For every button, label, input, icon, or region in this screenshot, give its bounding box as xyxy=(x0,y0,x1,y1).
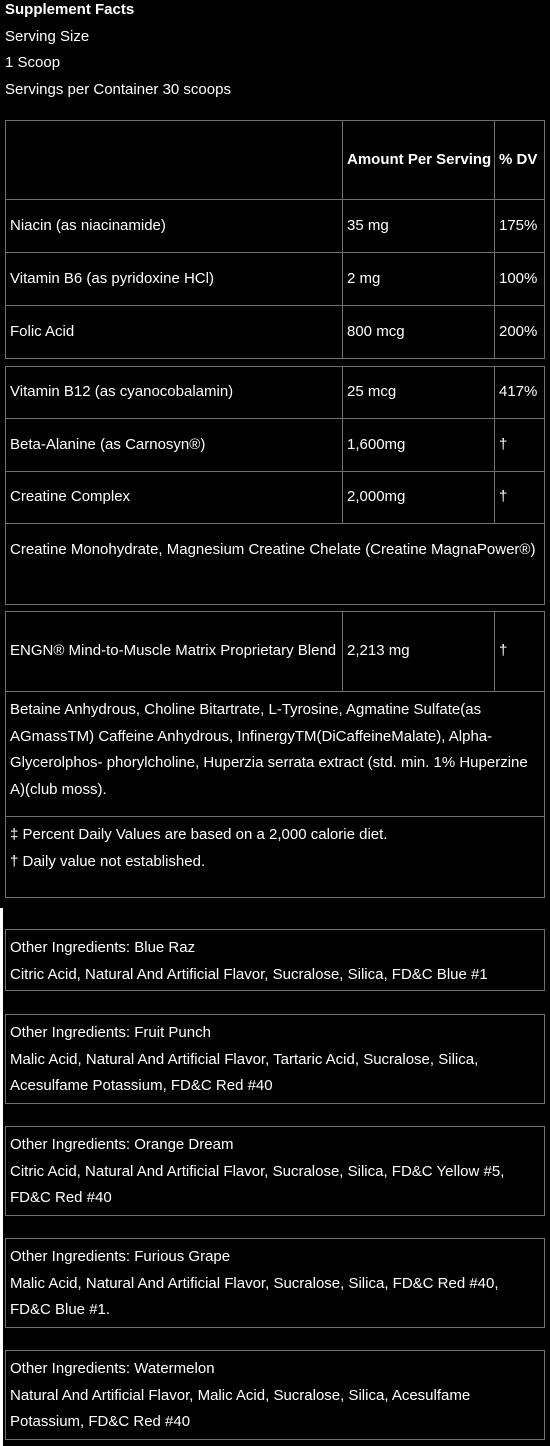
table-row xyxy=(6,306,544,358)
footnotes xyxy=(6,817,391,897)
left-edge-strip xyxy=(0,908,3,1446)
nutrient-amount: 35 mg xyxy=(343,200,495,252)
nutrient-amount: 2 mg xyxy=(343,253,495,305)
serving-size-value: 1 Scoop xyxy=(5,54,61,71)
footnote-not-established: † Daily value not established. xyxy=(10,852,206,870)
creatine-note: Creatine Monohydrate, Magnesium Creatine Chelate (Creatine MagnaPower®) xyxy=(10,541,536,558)
table-row xyxy=(6,472,544,524)
blend-dv: † xyxy=(499,642,508,660)
table-row xyxy=(6,200,544,253)
serving-size-label: Serving Size xyxy=(5,27,90,45)
servings-per-container: Servings per Container 30 scoops xyxy=(5,80,231,98)
nutrient-name: Vitamin B12 (as cyanocobalamin) xyxy=(6,367,343,418)
blend-amount: 2,213 mg xyxy=(343,612,495,691)
blend-name: ENGN® Mind-to-Muscle Matrix Proprietary Blend xyxy=(6,612,343,691)
other-ingredients-text: Natural And Artificial Flavor, Malic Acid, Sucralose, Silica, Acesulfame Potassium, FD&C Red #40 xyxy=(10,1386,471,1430)
nutrient-dv: 175% xyxy=(499,216,538,234)
supplement-facts-header xyxy=(5,0,545,103)
nutrient-amount: 800 mcg xyxy=(343,306,495,358)
nutrient-name: Creatine Complex xyxy=(6,472,343,523)
table-row xyxy=(6,419,544,472)
nutrient-dv: 200% xyxy=(499,322,538,340)
blend-note: Betaine Anhydrous, Choline Bitartrate, L-Tyrosine, Agmatine Sulfate(as AGmassTM) Caffeine Anhydrous, InfinergyTM(DiCaffeineMalate), Alpha-Glycerolphos- phorylcholine, Huperzia serrata extract (std. min. 1% Huperzine A)(club moss). xyxy=(10,701,528,798)
other-ingredients-title: Other Ingredients: Watermelon xyxy=(10,1360,215,1377)
nutrient-amount: 2,000mg xyxy=(343,472,495,523)
header-nutrient-cell xyxy=(6,121,343,199)
other-ingredients-title: Other Ingredients: Blue Raz xyxy=(10,939,196,956)
facts-table-part-3 xyxy=(5,611,545,898)
table-row xyxy=(6,367,544,419)
nutrient-name: Folic Acid xyxy=(6,306,343,358)
table-row xyxy=(6,253,544,306)
other-ingredients-blue-raz xyxy=(5,929,545,991)
nutrient-dv: 417% xyxy=(499,383,538,401)
other-ingredients-watermelon xyxy=(5,1350,545,1440)
blend-note-row xyxy=(6,692,544,817)
nutrient-dv: † xyxy=(499,488,508,506)
nutrient-amount: 25 mcg xyxy=(343,367,495,418)
other-ingredients-text: Citric Acid, Natural And Artificial Flavor, Sucralose, Silica, FD&C Yellow #5, FD&C Red #40 xyxy=(10,1162,505,1206)
header-amount-cell: Amount Per Serving xyxy=(343,121,495,199)
blend-row xyxy=(6,612,544,692)
other-ingredients-orange-dream xyxy=(5,1126,545,1216)
other-ingredients-text: Malic Acid, Natural And Artificial Flavor, Sucralose, Silica, FD&C Red #40, FD&C Blue #1. xyxy=(10,1274,499,1318)
other-ingredients-title: Other Ingredients: Fruit Punch xyxy=(10,1024,211,1041)
other-ingredients-furious-grape xyxy=(5,1238,545,1328)
other-ingredients-title: Other Ingredients: Furious Grape xyxy=(10,1248,231,1265)
other-ingredients-title: Other Ingredients: Orange Dream xyxy=(10,1136,234,1153)
nutrient-name: Niacin (as niacinamide) xyxy=(6,200,343,252)
footnote-percent-dv: ‡ Percent Daily Values are based on a 2,000 calorie diet. xyxy=(10,826,388,843)
facts-table-part-1 xyxy=(5,120,545,359)
facts-table-part-2 xyxy=(5,366,545,605)
header-dv-cell: % DV xyxy=(499,150,538,168)
nutrient-name: Vitamin B6 (as pyridoxine HCl) xyxy=(6,253,343,305)
nutrient-dv: 100% xyxy=(499,269,538,287)
other-ingredients-text: Citric Acid, Natural And Artificial Flavor, Sucralose, Silica, FD&C Blue #1 xyxy=(10,965,488,983)
creatine-note-row xyxy=(6,524,544,604)
footnotes-row xyxy=(6,817,544,897)
nutrient-name: Beta-Alanine (as Carnosyn®) xyxy=(6,419,343,471)
facts-title: Supplement Facts xyxy=(5,1,135,18)
table-header-row xyxy=(6,121,544,200)
other-ingredients-text: Malic Acid, Natural And Artificial Flavor, Tartaric Acid, Sucralose, Silica, Acesulfame Potassium, FD&C Red #40 xyxy=(10,1050,479,1094)
other-ingredients-fruit-punch xyxy=(5,1014,545,1104)
nutrient-amount: 1,600mg xyxy=(343,419,495,471)
nutrient-dv: † xyxy=(499,435,508,453)
